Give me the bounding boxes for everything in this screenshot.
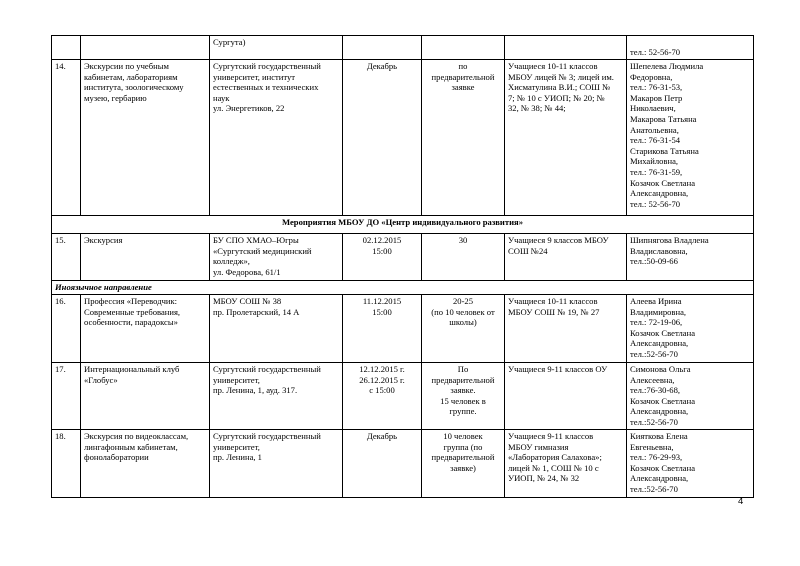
section-header-row xyxy=(52,216,754,234)
cell-date: Декабрь xyxy=(343,60,422,216)
cell-count: по предварительной заявке xyxy=(422,60,505,216)
cell-number: 15. xyxy=(52,234,81,281)
cell-date: 02.12.2015 15:00 xyxy=(343,234,422,281)
cell-contact: тел.: 52-56-70 xyxy=(627,36,754,60)
cell-participants: Учащиеся 9-11 классов МБОУ гимназия «Лаборатория Салахова»; лицей № 1, СОШ № 10 с УИОП, № 24, № 32 xyxy=(505,430,627,498)
cell-name: Экскурсии по учебным кабинетам, лабораториям института, зоологическому музею, гербарию xyxy=(81,60,210,216)
section-title: Мероприятия МБОУ ДО «Центр индивидуального развития» xyxy=(52,216,754,234)
cell-contact: Кияткова Елена Евгеньевна, тел.: 76-29-93, Козачок Светлана Александровна, тел.:52-56-70 xyxy=(627,430,754,498)
cell-place: Сургутский государственный университет, институт естественных и технических наук ул. Энергетиков, 22 xyxy=(210,60,343,216)
cell-place: БУ СПО ХМАО–Югры «Сургутский медицинский колледж», ул. Федорова, 61/1 xyxy=(210,234,343,281)
cell-contact: Симонова Ольга Алексеевна, тел.:76-30-68, Козачок Светлана Александровна, тел.:52-56-70 xyxy=(627,363,754,430)
cell-date: 11.12.2015 15:00 xyxy=(343,295,422,363)
cell-number: 16. xyxy=(52,295,81,363)
table-row-continued xyxy=(52,36,754,60)
cell-count: 20-25 (по 10 человек от школы) xyxy=(422,295,505,363)
cell-count: 30 xyxy=(422,234,505,281)
cell-contact: Шепелева Людмила Федоровна, тел.: 76-31-53, Макаров Петр Николаевич, Макарова Татьяна Анатольевна, тел.: 76-31-54 Старикова Татьяна Михайловна, тел.: 76-31-59, Козачок Светлана Александровна, тел.: 52-56-70 xyxy=(627,60,754,216)
cell-name xyxy=(81,36,210,60)
cell-date: Декабрь xyxy=(343,430,422,498)
table-row xyxy=(52,234,754,281)
cell-participants xyxy=(505,36,627,60)
cell-participants: Учащиеся 9-11 классов ОУ xyxy=(505,363,627,430)
cell-place: МБОУ СОШ № 38 пр. Пролетарский, 14 А xyxy=(210,295,343,363)
cell-date xyxy=(343,36,422,60)
subsection-title: Иноязычное направление xyxy=(52,281,754,295)
table-row xyxy=(52,295,754,363)
cell-name: Экскурсия по видеоклассам, лингафонным кабинетам, фонолаборатории xyxy=(81,430,210,498)
table-row xyxy=(52,363,754,430)
cell-participants: Учащиеся 10-11 классов МБОУ лицей № 3; лицей им. Хисматулина В.И.; СОШ № 7; № 10 с УИОП; № 20; № 32, № 38; № 44; xyxy=(505,60,627,216)
table-row xyxy=(52,430,754,498)
cell-number: 14. xyxy=(52,60,81,216)
cell-number: 17. xyxy=(52,363,81,430)
cell-number xyxy=(52,36,81,60)
cell-count xyxy=(422,36,505,60)
cell-place: Сургутский государственный университет, пр. Ленина, 1, ауд. 317. xyxy=(210,363,343,430)
cell-participants: Учащиеся 10-11 классов МБОУ СОШ № 19, № 27 xyxy=(505,295,627,363)
cell-contact: Шипнягова Владлена Владиславовна, тел.:50-09-66 xyxy=(627,234,754,281)
cell-count: 10 человек группа (по предварительной заявке) xyxy=(422,430,505,498)
cell-name: Экскурсия xyxy=(81,234,210,281)
cell-number: 18. xyxy=(52,430,81,498)
cell-place: Сургутский государственный университет, пр. Ленина, 1 xyxy=(210,430,343,498)
cell-name: Интернациональный клуб «Глобус» xyxy=(81,363,210,430)
cell-contact: Алеева Ирина Владимировна, тел.: 72-19-06, Козачок Светлана Александровна, тел.:52-56-70 xyxy=(627,295,754,363)
page-number: 4 xyxy=(738,496,744,507)
cell-name: Профессия «Переводчик: Современные требования, особенности, парадоксы» xyxy=(81,295,210,363)
cell-participants: Учащиеся 9 классов МБОУ СОШ №24 xyxy=(505,234,627,281)
subsection-header-row xyxy=(52,281,754,295)
events-table xyxy=(51,35,754,498)
cell-count: По предварительной заявке. 15 человек в группе. xyxy=(422,363,505,430)
table-row xyxy=(52,60,754,216)
cell-place: Сургута) xyxy=(210,36,343,60)
cell-date: 12.12.2015 г. 26.12.2015 г. с 15:00 xyxy=(343,363,422,430)
